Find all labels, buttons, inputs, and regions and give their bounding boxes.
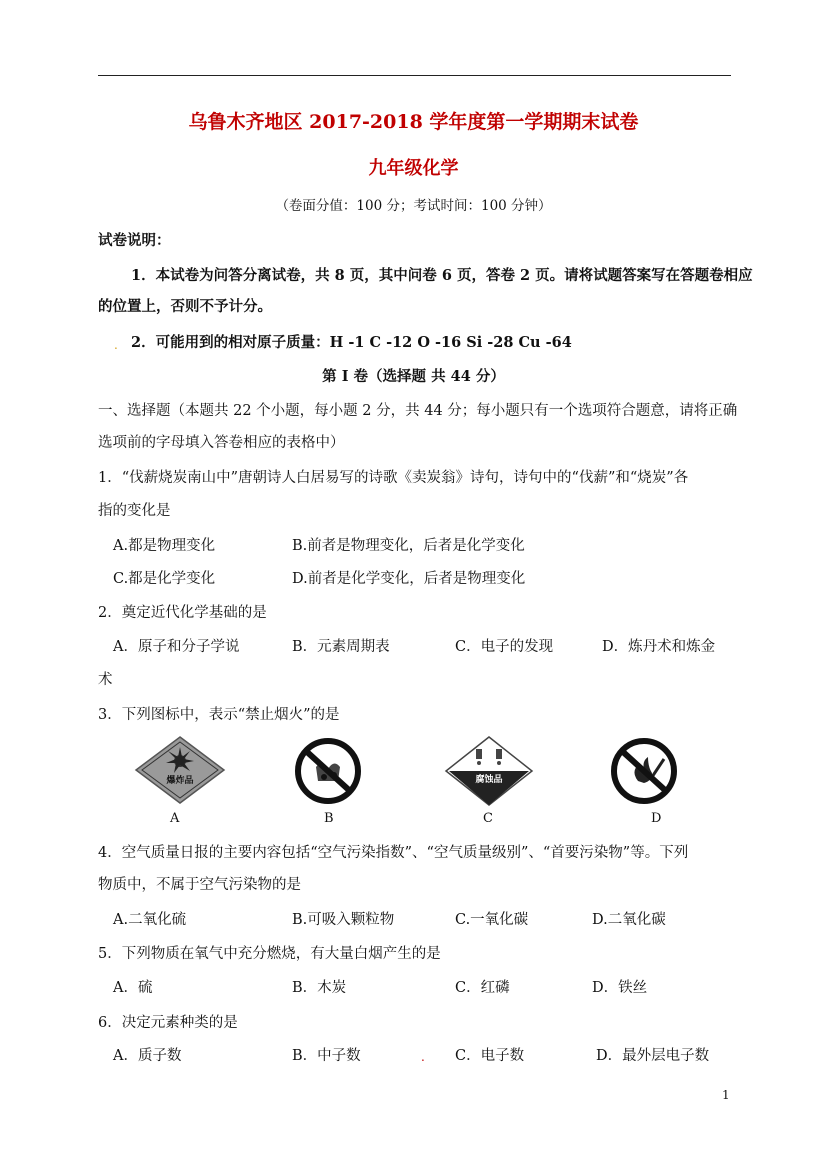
q6-option-a: A．质子数 — [113, 1048, 182, 1064]
q2-option-c: C．电子的发现 — [455, 639, 554, 655]
exam-title: 乌鲁木齐地区 2017-2018 学年度第一学期期末试卷 — [188, 111, 639, 133]
q1-option-d: D.前者是化学变化，后者是物理变化 — [292, 571, 526, 587]
q4-option-a: A.二氧化硫 — [113, 912, 187, 928]
q2-option-b: B．元素周期表 — [292, 639, 390, 655]
q5-option-a: A．硫 — [113, 980, 153, 996]
question-4-stem: 4．空气质量日报的主要内容包括“空气污染指数”、“空气质量级别”、“首要污染物”等。下列 — [98, 845, 689, 861]
q3-image-label-a: A — [170, 811, 180, 826]
question-5-stem: 5．下列物质在氧气中充分燃烧，有大量白烟产生的是 — [98, 946, 441, 962]
explosive-sign-text: 爆炸品 — [166, 776, 194, 786]
section-title: 第 I 卷（选择题 共 44 分） — [322, 368, 505, 385]
q3-image-label-c: C — [483, 811, 493, 826]
q2-option-a: A．原子和分子学说 — [113, 639, 240, 655]
instruction-2: 2．可能用到的相对原子质量：H -1 C -12 O -16 Si -28 Cu -64 — [131, 334, 572, 351]
q5-option-c: C．红磷 — [455, 980, 510, 996]
q1-option-c: C.都是化学变化 — [113, 571, 216, 587]
q6-option-d: D．最外层电子数 — [596, 1048, 710, 1064]
q1-option-a: A.都是物理变化 — [113, 538, 216, 554]
question-3-stem: 3．下列图标中，表示“禁止烟火”的是 — [98, 707, 340, 723]
page-number: 1 — [722, 1088, 730, 1102]
q4-option-b: B.可吸入颗粒物 — [292, 912, 395, 928]
corrosive-sign-image — [444, 735, 534, 807]
no-fire-sign-b-image — [288, 737, 368, 805]
q6-option-b: B．中子数 — [292, 1048, 361, 1064]
section-intro-line2: 选项前的字母填入答卷相应的表格中） — [98, 435, 345, 451]
section-intro-line1: 一、选择题（本题共 22 个小题，每小题 2 分，共 44 分；每小题只有一个选项符合题意，请将正确 — [98, 403, 738, 419]
question-2-stem: 2．奠定近代化学基础的是 — [98, 605, 267, 621]
explosive-sign-image — [134, 735, 226, 805]
header-rule — [98, 75, 731, 76]
question-1-stem-cont: 指的变化是 — [98, 503, 171, 519]
stray-dot: . — [114, 338, 118, 352]
q5-option-d: D．铁丝 — [592, 980, 648, 996]
instruction-1-line1: 1．本试卷为问答分离试卷，共 8 页，其中问卷 6 页，答卷 2 页。请将试题答案写在答题卷相应 — [131, 267, 753, 284]
question-4-stem-cont: 物质中，不属于空气污染物的是 — [98, 877, 301, 893]
q2-option-d-wrap: 术 — [98, 672, 113, 688]
q5-option-b: B．木炭 — [292, 980, 347, 996]
question-6-stem: 6．决定元素种类的是 — [98, 1015, 238, 1031]
q4-option-d: D.二氧化碳 — [592, 912, 666, 928]
score-info: （卷面分值：100 分；考试时间：100 分钟） — [275, 198, 552, 214]
question-1-stem: 1．“伐薪烧炭南山中”唐朝诗人白居易写的诗歌《卖炭翁》诗句，诗句中的“伐薪”和“烧炭”各 — [98, 470, 689, 486]
q2-option-d: D．炼丹术和炼金 — [602, 639, 716, 655]
q3-image-label-d: D — [651, 811, 662, 826]
q6-option-c: C．电子数 — [455, 1048, 525, 1064]
corrosive-sign-text: 腐蚀品 — [475, 775, 503, 785]
no-fire-sign-d-image — [604, 737, 684, 805]
q3-image-label-b: B — [324, 811, 334, 826]
stray-red-dot: . — [421, 1050, 425, 1064]
instruction-1-line2: 的位置上，否则不予计分。 — [98, 298, 272, 315]
q4-option-c: C.一氧化碳 — [455, 912, 529, 928]
q1-option-b: B.前者是物理变化，后者是化学变化 — [292, 538, 525, 554]
exam-subtitle: 九年级化学 — [368, 158, 459, 179]
instructions-heading: 试卷说明： — [98, 232, 171, 249]
